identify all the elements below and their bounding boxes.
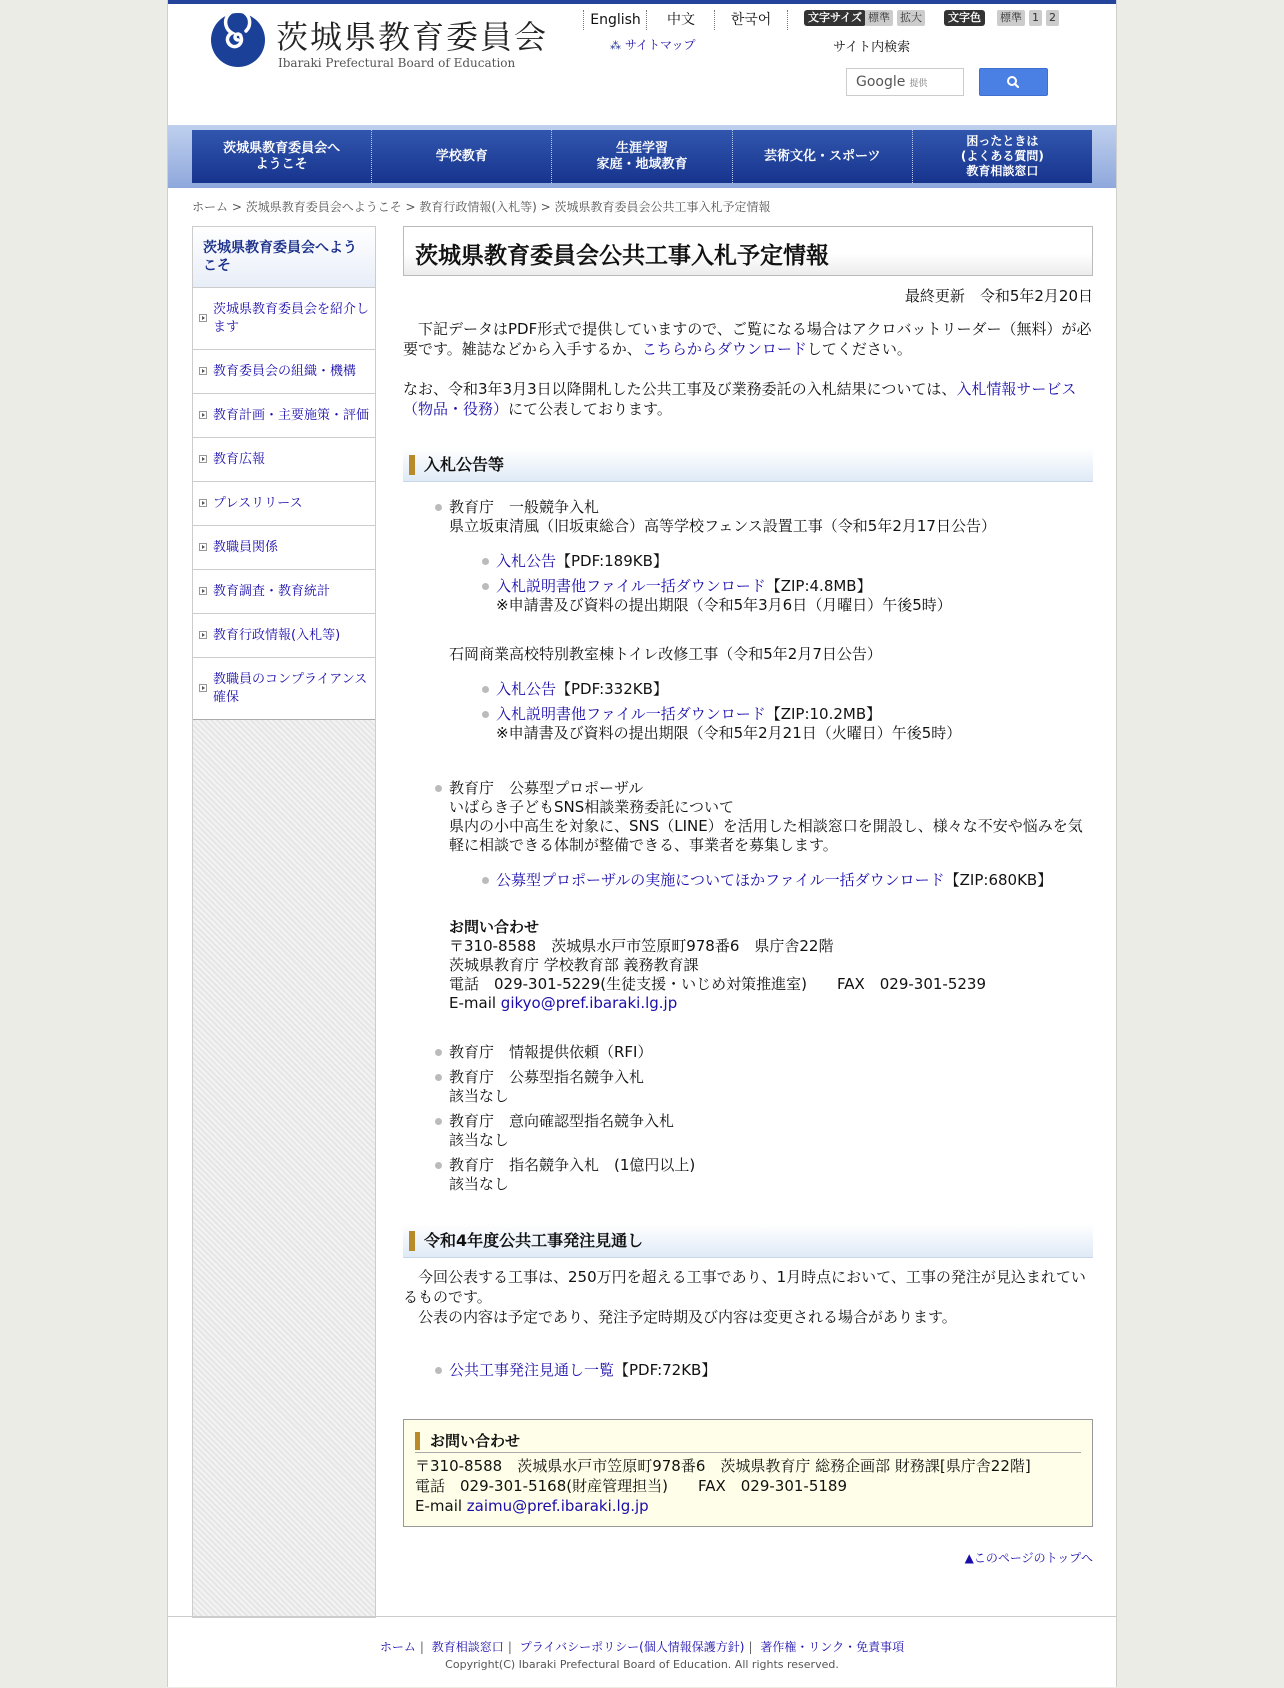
intro-text: してください。 — [806, 340, 912, 358]
sidebar-item-compliance[interactable] — [193, 658, 375, 720]
sidebar-item-staff[interactable] — [193, 526, 375, 570]
site-search-label: サイト内検索 — [833, 40, 911, 55]
sidebar-item-statistics[interactable] — [193, 570, 375, 614]
sitemap-icon: ⁂ — [610, 39, 621, 52]
sitemap-link[interactable]: サイトマップ — [624, 38, 696, 52]
footer-links — [168, 1638, 1116, 1655]
file-size: 【ZIP:10.2MB】 — [765, 705, 882, 723]
file-size: 【ZIP:680KB】 — [944, 871, 1053, 889]
none-text: 該当なし — [449, 1087, 510, 1105]
lang-chinese-link[interactable]: 中文 — [646, 10, 715, 30]
breadcrumb-home[interactable]: ホーム — [192, 200, 229, 214]
footer-separator: | — [419, 1640, 424, 1654]
list-item — [403, 498, 1093, 536]
list-item — [403, 1068, 1093, 1106]
bid-info-service-link[interactable]: 入札情報サービス（物品・役務） — [403, 380, 1077, 418]
contact-title: お問い合わせ — [415, 1430, 1081, 1453]
list-item — [403, 680, 1093, 699]
text-color-2-button[interactable]: 2 — [1046, 10, 1059, 26]
footer-link-privacy[interactable]: プライバシーポリシー(個人情報保護方針) — [519, 1640, 745, 1654]
sidebar-item-label[interactable]: 教職員関係 — [213, 539, 279, 555]
list-item-title: 教育庁 公募型指名競争入札 — [449, 1068, 645, 1086]
list-item — [403, 577, 1093, 596]
list-item — [403, 552, 1093, 571]
inquiry-address: 〒310-8588 茨城県水戸市笠原町978番6 県庁舎22階 — [449, 937, 834, 955]
bid-docs-download-link[interactable]: 入札説明書他ファイル一括ダウンロード — [496, 705, 766, 723]
file-size: 【PDF:189KB】 — [556, 552, 668, 570]
list-item-title: 教育庁 情報提供依頼（RFI） — [449, 1043, 653, 1061]
arrow-right-icon — [199, 631, 207, 639]
proposal-docs-download-link[interactable]: 公募型プロポーザルの実施についてほかファイル一括ダウンロード — [496, 871, 945, 889]
list-item-subtitle: いばらき子どもSNS相談業務委託について — [449, 798, 734, 816]
deadline-note: ※申請書及び資料の提出期限（令和5年2月21日（火曜日）午後5時） — [496, 724, 962, 742]
contact-address: 〒310-8588 茨城県水戸市笠原町978番6 茨城県教育庁 総務企画部 財務課[県庁舎22階] — [415, 1457, 1031, 1475]
list-item — [403, 1112, 1093, 1150]
sidebar — [192, 226, 376, 1618]
arrow-right-icon — [199, 367, 207, 375]
nav-school-education[interactable]: 学校教育 — [372, 130, 552, 183]
intro-text: なお、令和3年3月3日以降開札した公共工事及び業務委託の入札結果については、 — [403, 380, 957, 398]
arrow-right-icon — [199, 499, 207, 507]
contact-email-link[interactable]: zaimu@pref.ibaraki.lg.jp — [466, 1497, 649, 1515]
section-heading-bids: 入札公告等 — [403, 448, 1093, 482]
footer-separator: | — [748, 1640, 753, 1654]
sidebar-item-label[interactable]: 教育委員会の組織・機構 — [213, 363, 357, 379]
sidebar-item-plans[interactable] — [193, 394, 375, 438]
page-title: 茨城県教育委員会公共工事入札予定情報 — [403, 226, 1093, 276]
inquiry-block — [403, 918, 1093, 1013]
contact-phone: 電話 029-301-5168(財産管理担当) FAX 029-301-5189 — [415, 1477, 848, 1495]
arrow-right-icon — [199, 543, 207, 551]
footer-link-home[interactable]: ホーム — [379, 1640, 416, 1654]
list-item — [403, 779, 1093, 855]
list-item-description: 県内の小中高生を対象に、SNS（LINE）を活用した相談窓口を開設し、様々な不安や悩みを気軽に相談できる体制が整備できる、事業者を募集します。 — [449, 817, 1083, 854]
inquiry-phone: 電話 029-301-5229(生徒支援・いじめ対策推進室) FAX 029-301-5239 — [449, 975, 987, 993]
acrobat-download-link[interactable]: こちらからダウンロード — [641, 340, 807, 358]
email-label: E-mail — [449, 994, 501, 1012]
intro-paragraph-1 — [403, 319, 1093, 359]
lang-korean-link[interactable]: 한국어 — [714, 10, 788, 30]
sidebar-heading — [193, 227, 375, 288]
sidebar-item-label[interactable]: 教職員のコンプライアンス確保 — [213, 671, 368, 705]
list-item — [403, 871, 1093, 890]
email-label: E-mail — [415, 1497, 467, 1515]
inquiry-title: お問い合わせ — [449, 918, 540, 936]
list-item-subtitle: 石岡商業高校特別教室棟トイレ改修工事（令和5年2月7日公告） — [449, 645, 882, 663]
page — [167, 0, 1117, 1687]
sidebar-item-label[interactable]: 教育調査・教育統計 — [213, 583, 331, 599]
logo-spiral-icon[interactable] — [211, 13, 265, 67]
outlook-list-link[interactable]: 公共工事発注見通し一覧 — [449, 1361, 615, 1379]
sidebar-item-label[interactable]: 教育広報 — [213, 451, 266, 467]
inquiry-department: 茨城県教育庁 学校教育部 義務教育課 — [449, 956, 699, 974]
breadcrumb-welcome[interactable]: 茨城県教育委員会へようこそ — [245, 200, 402, 214]
arrow-right-icon — [199, 587, 207, 595]
page-top-link[interactable]: ▲このページのトップへ — [964, 1551, 1093, 1565]
nav-arts-sports[interactable]: 芸術文化・スポーツ — [733, 130, 913, 183]
sidebar-item-label[interactable]: 茨城県教育委員会を紹介します — [213, 301, 370, 335]
search-button[interactable] — [979, 68, 1048, 96]
list-item-title: 教育庁 意向確認型指名競争入札 — [449, 1112, 675, 1130]
font-size-large-button[interactable]: 拡大 — [897, 10, 925, 26]
list-item-title: 教育庁 公募型プロポーザル — [449, 779, 644, 797]
sitemap-link-wrap — [610, 36, 696, 53]
nav-consultation[interactable]: 困ったときは (よくある質問) 教育相談窓口 — [960, 134, 1044, 178]
top-accent-line — [168, 0, 1116, 4]
sidebar-item-press[interactable] — [193, 482, 375, 526]
lang-english-link[interactable]: English — [583, 10, 647, 30]
footer — [168, 1616, 1116, 1688]
bid-docs-download-link[interactable]: 入札説明書他ファイル一括ダウンロード — [496, 577, 766, 595]
footer-separator: | — [507, 1640, 512, 1654]
list-item — [403, 1361, 1093, 1380]
text-color-1-button[interactable]: 1 — [1029, 10, 1042, 26]
list-item — [403, 1156, 1093, 1194]
footer-link-copyright[interactable]: 著作権・リンク・免責事項 — [760, 1640, 905, 1654]
breadcrumb: ホーム > 茨城県教育委員会へようこそ > 教育行政情報(入札等) > 茨城県教育委員会公共工事入札予定情報 — [192, 200, 771, 214]
sidebar-heading-link[interactable]: 茨城県教育委員会へようこそ — [203, 240, 357, 274]
search-input[interactable] — [846, 68, 964, 96]
intro-text: にて公表しております。 — [508, 400, 672, 418]
bid-notice-link[interactable]: 入札公告 — [496, 552, 557, 570]
arrow-right-icon — [199, 411, 207, 419]
list-item-subtitle: 県立坂東清風（旧坂東総合）高等学校フェンス設置工事（令和5年2月17日公告） — [449, 517, 996, 535]
contact-box — [403, 1419, 1093, 1527]
sidebar-item-organization[interactable] — [193, 350, 375, 394]
main-content — [403, 226, 1093, 1567]
sidebar-item-label[interactable]: 教育行政情報(入札等) — [213, 627, 341, 643]
none-text: 該当なし — [449, 1175, 510, 1193]
file-size: 【PDF:72KB】 — [614, 1361, 717, 1379]
intro-text: 下記データはPDF形式で提供していますので、ご覧になる場合はアクロバットリーダー（無料）が必要です。雑誌などから入手するか、 — [403, 320, 1092, 358]
sidebar-item-label[interactable]: 教育計画・主要施策・評価 — [213, 407, 370, 423]
section-heading-outlook: 令和4年度公共工事発注見通し — [403, 1224, 1093, 1258]
intro-paragraph-2 — [403, 379, 1093, 419]
arrow-right-icon — [199, 684, 207, 692]
file-size: 【PDF:332KB】 — [556, 680, 668, 698]
nav-welcome[interactable]: 茨城県教育委員会へ ようこそ — [192, 130, 372, 183]
inquiry-email-link[interactable]: gikyo@pref.ibaraki.lg.jp — [500, 994, 678, 1012]
text-color-standard-button[interactable]: 標準 — [997, 10, 1025, 26]
list-item-title: 教育庁 指名競争入札 (1億円以上) — [449, 1156, 696, 1174]
list-item-title: 教育庁 一般競争入札 — [449, 498, 600, 516]
sidebar-item-introduction[interactable] — [193, 288, 375, 350]
breadcrumb-admin-info[interactable]: 教育行政情報(入札等) — [419, 200, 537, 214]
logo-title[interactable]: 茨城県教育委員会 — [276, 18, 549, 56]
deadline-note: ※申請書及び資料の提出期限（令和5年3月6日（月曜日）午後5時） — [496, 596, 952, 614]
nav-lifelong-learning[interactable]: 生涯学習 家庭・地域教育 — [552, 130, 732, 183]
breadcrumb-current: 茨城県教育委員会公共工事入札予定情報 — [554, 200, 771, 214]
font-size-label: 文字サイズ — [804, 10, 866, 26]
search-input-placeholder: Google — [856, 74, 906, 90]
bid-notice-link[interactable]: 入札公告 — [496, 680, 557, 698]
copyright: Copyright(C) Ibaraki Prefectural Board of Education. All rights reserved. — [445, 1658, 839, 1671]
logo-subtitle: Ibaraki Prefectural Board of Education — [278, 56, 516, 70]
footer-link-consultation[interactable]: 教育相談窓口 — [431, 1640, 504, 1654]
last-updated: 最終更新 令和5年2月20日 — [904, 287, 1093, 305]
arrow-right-icon — [199, 314, 207, 322]
sidebar-item-bidding[interactable] — [193, 614, 375, 658]
list-item — [403, 1043, 1093, 1062]
list-item — [403, 705, 1093, 724]
sidebar-item-label[interactable]: プレスリリース — [213, 495, 303, 511]
font-size-standard-button[interactable]: 標準 — [865, 10, 893, 26]
outlook-paragraph-2: 公表の内容は予定であり、発注予定時期及び内容は変更される場合があります。 — [403, 1308, 957, 1326]
search-icon — [980, 69, 1047, 95]
none-text: 該当なし — [449, 1131, 510, 1149]
global-nav — [192, 130, 1092, 183]
search-provider-label: 提供 — [909, 79, 928, 89]
arrow-right-icon — [199, 455, 207, 463]
sidebar-item-pr[interactable] — [193, 438, 375, 482]
outlook-paragraph-1: 今回公表する工事は、250万円を超える工事であり、1月時点において、工事の発注が見込まれているものです。 — [403, 1268, 1086, 1306]
text-color-label: 文字色 — [944, 10, 985, 26]
file-size: 【ZIP:4.8MB】 — [765, 577, 872, 595]
